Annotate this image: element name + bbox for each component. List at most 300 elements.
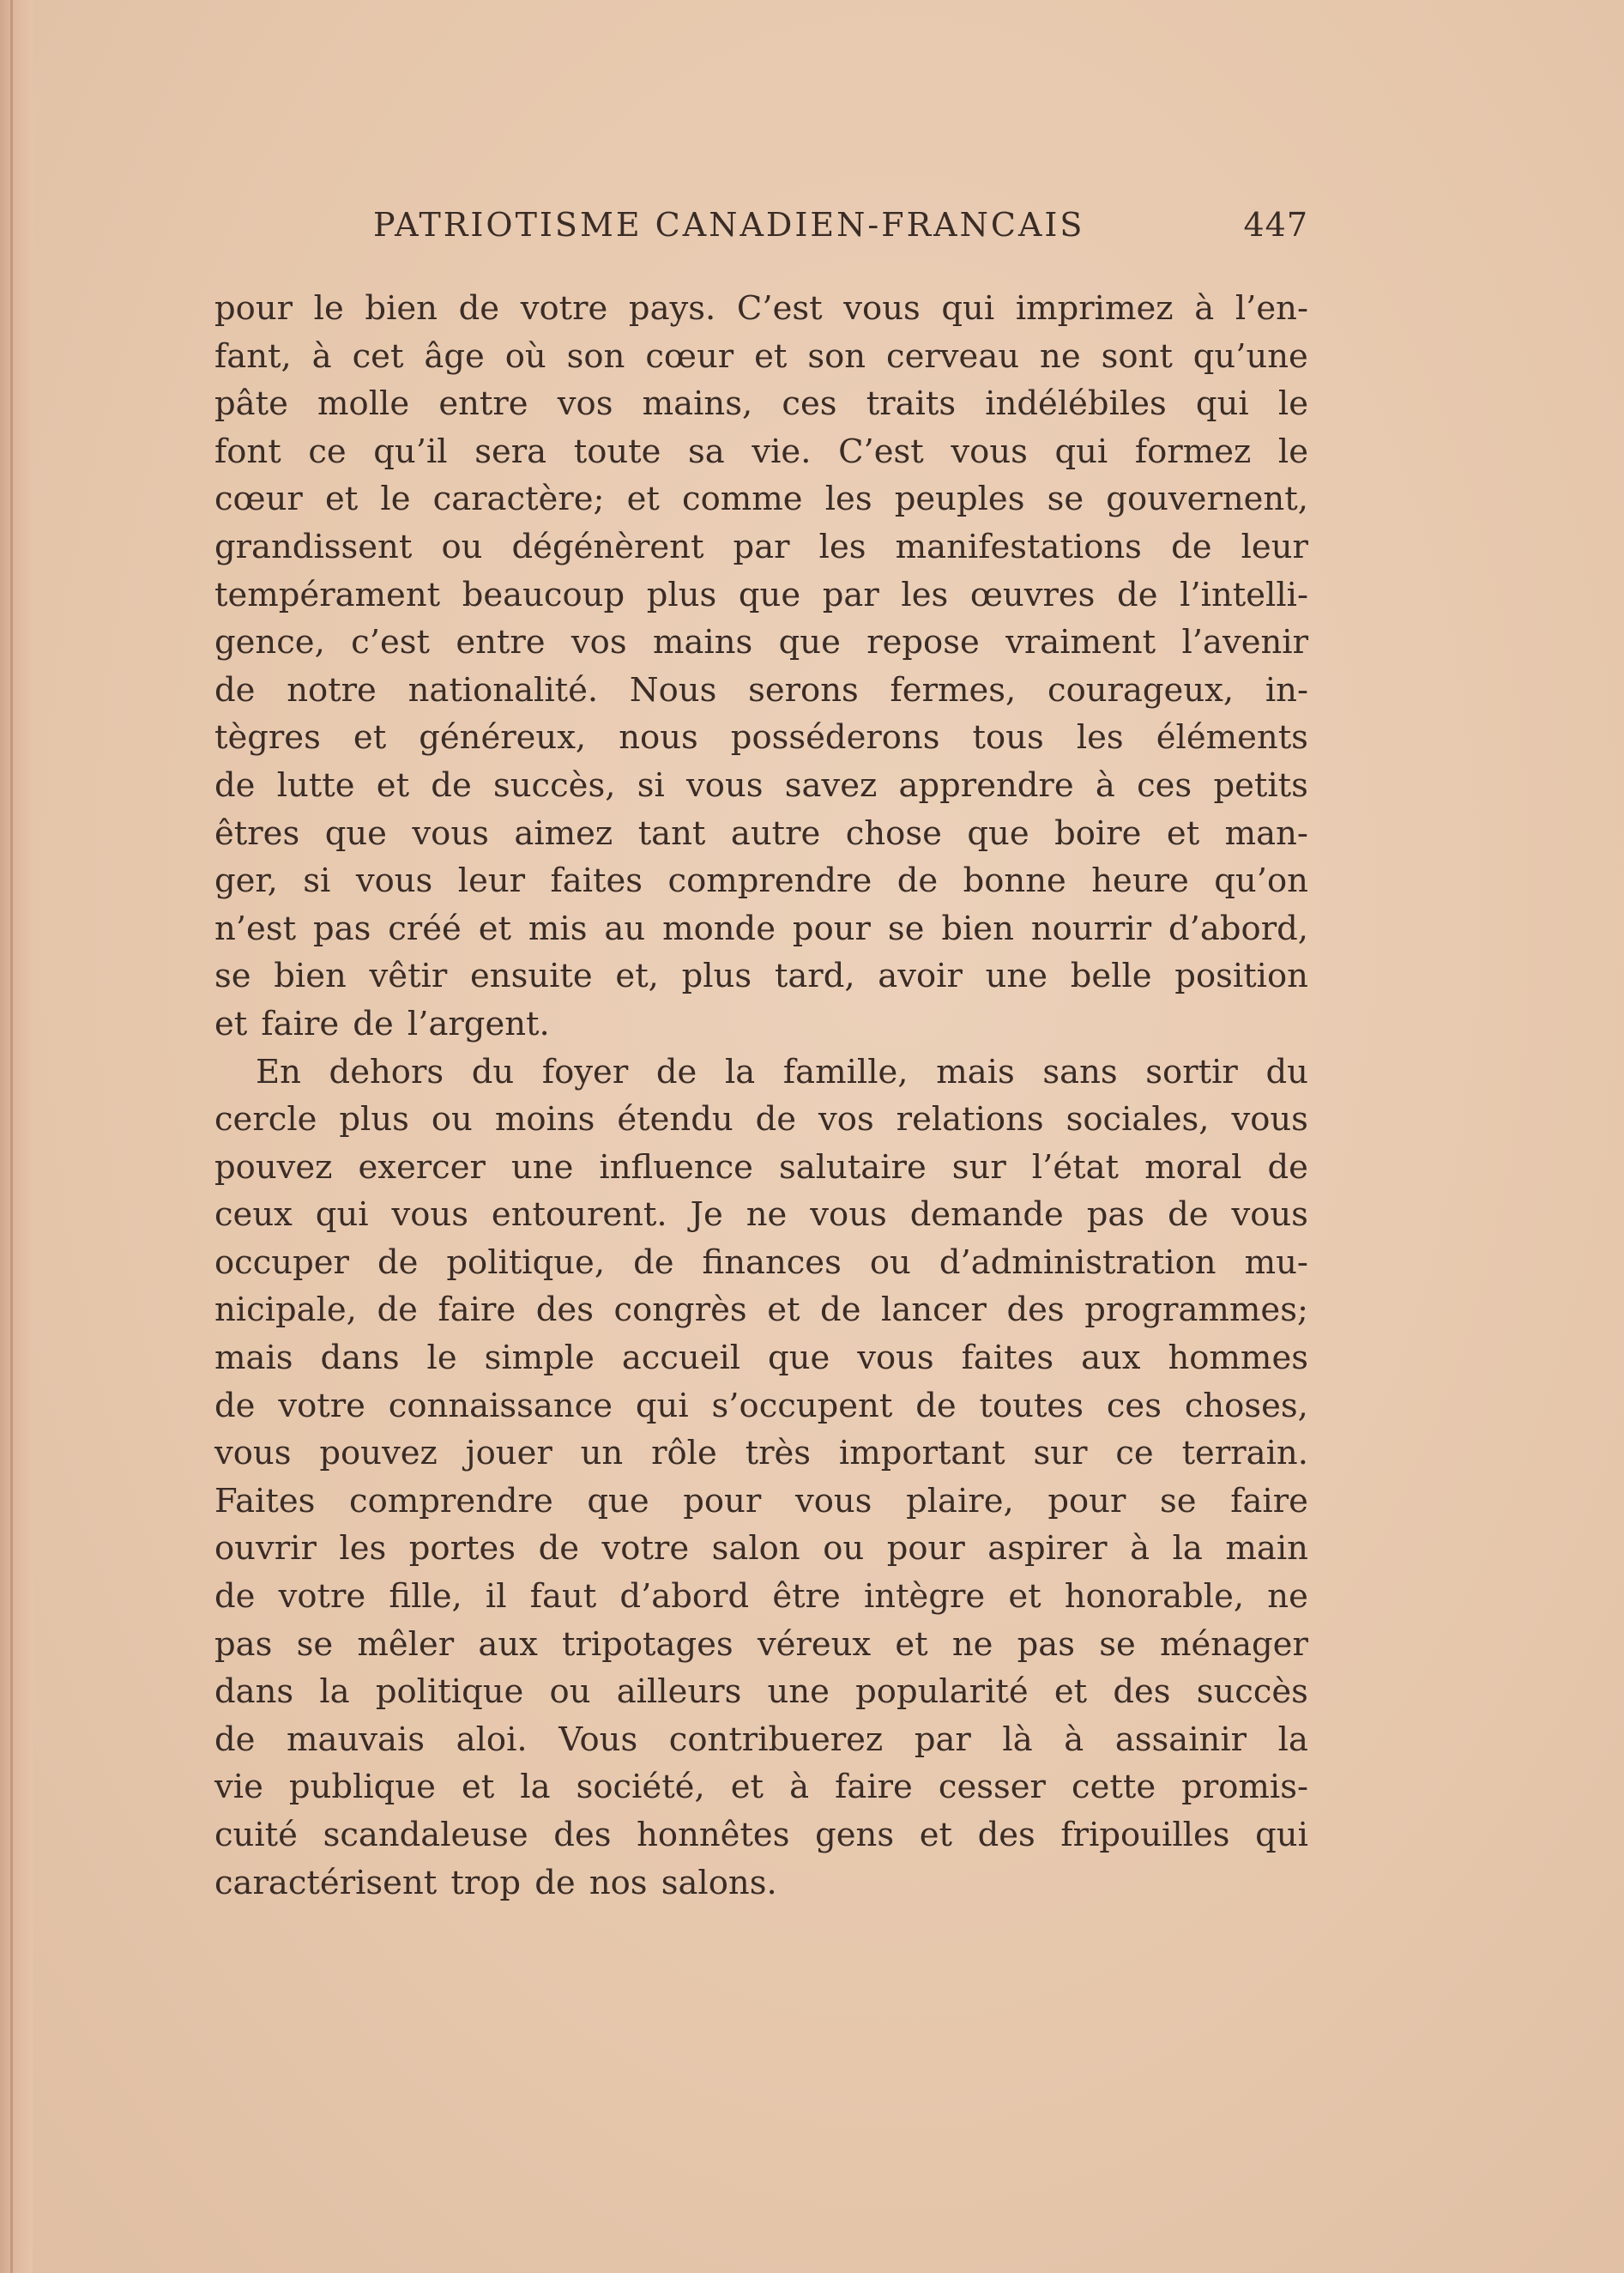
word: vie xyxy=(214,1768,263,1807)
word: et xyxy=(767,1291,800,1330)
word: indélébiles xyxy=(985,384,1167,424)
word: ensuite xyxy=(469,957,593,996)
text-line xyxy=(214,1525,1308,1573)
word: de xyxy=(655,1052,697,1091)
word: et xyxy=(895,1624,928,1664)
word: la xyxy=(1172,1529,1203,1569)
word: créé xyxy=(388,909,462,948)
word: vous xyxy=(391,1195,468,1235)
word: vous xyxy=(1231,1100,1308,1140)
text-line xyxy=(214,1478,1308,1526)
word: nous xyxy=(619,718,698,758)
word: aux xyxy=(1081,1339,1141,1378)
word: le xyxy=(313,289,344,328)
word: faire xyxy=(835,1768,913,1807)
word: tant xyxy=(637,813,706,853)
word: généreux, xyxy=(419,718,587,758)
word: les xyxy=(901,575,949,614)
word: par xyxy=(733,527,790,566)
word: ou xyxy=(869,1242,911,1282)
text-line xyxy=(214,571,1308,620)
word: ou xyxy=(441,527,483,566)
word: la xyxy=(724,1052,756,1091)
text-line xyxy=(214,1144,1308,1192)
word: sortir xyxy=(1145,1052,1238,1091)
word: tègres xyxy=(214,718,321,758)
word: cesser xyxy=(938,1768,1046,1807)
word: ne xyxy=(1040,336,1081,376)
word: foyer xyxy=(541,1052,629,1091)
word: votre xyxy=(278,1386,365,1425)
word: monde xyxy=(662,909,776,948)
word: courageux, xyxy=(1047,670,1235,710)
word: et xyxy=(1053,1672,1088,1712)
word: un xyxy=(580,1434,624,1473)
text-line xyxy=(214,952,1308,1000)
text-line xyxy=(214,1811,1308,1859)
word: pas xyxy=(312,909,371,948)
word: gouvernent, xyxy=(1106,480,1308,519)
word: salons. xyxy=(661,1863,777,1902)
word: se xyxy=(1160,1481,1197,1520)
text-line xyxy=(214,333,1308,381)
word: popularité xyxy=(855,1672,1029,1712)
word: et xyxy=(730,1768,764,1807)
word: le xyxy=(1277,384,1308,424)
word: gence, xyxy=(214,623,325,662)
word: pour xyxy=(683,1481,762,1520)
word: êtres xyxy=(214,813,300,853)
word: jouer xyxy=(465,1434,552,1473)
word: mauvais xyxy=(287,1720,426,1759)
word: sera xyxy=(474,432,547,471)
word: par xyxy=(822,575,879,614)
word: la xyxy=(520,1768,551,1807)
word: ces xyxy=(782,384,837,424)
word: petits xyxy=(1213,765,1308,805)
text-line xyxy=(214,1668,1308,1716)
word: cet xyxy=(352,336,404,376)
word: le xyxy=(380,480,411,519)
word: nourrir xyxy=(1030,909,1152,948)
word: qui xyxy=(635,1386,689,1425)
word: comme xyxy=(682,480,803,519)
word: et xyxy=(324,480,359,519)
word: du xyxy=(1265,1052,1308,1091)
running-title: PATRIOTISME CANADIEN-FRANCAIS xyxy=(373,206,1085,244)
word: aux xyxy=(478,1624,538,1664)
text-line xyxy=(214,810,1308,858)
word: succès, xyxy=(492,765,616,805)
word: imprimez xyxy=(1015,289,1174,328)
word: œuvres xyxy=(969,575,1096,614)
text-line xyxy=(214,1286,1308,1334)
word: beaucoup xyxy=(462,575,625,614)
word: là xyxy=(1002,1720,1033,1759)
word: cercle xyxy=(214,1100,317,1140)
word: la xyxy=(319,1672,350,1712)
word: de xyxy=(1267,1147,1308,1187)
word: pas xyxy=(214,1624,273,1664)
word: ou xyxy=(431,1100,473,1140)
word: comprendre xyxy=(667,861,872,901)
word: véreux xyxy=(757,1624,872,1664)
word: à xyxy=(1064,1720,1084,1759)
word: d’abord xyxy=(619,1577,750,1617)
word: cuité xyxy=(214,1816,298,1854)
word: se xyxy=(214,957,251,996)
word: accueil xyxy=(621,1339,741,1378)
word: de xyxy=(1171,527,1212,566)
word: et xyxy=(214,1004,248,1043)
word: vous xyxy=(951,432,1028,471)
word: âge xyxy=(424,336,485,376)
word: pour xyxy=(214,289,293,328)
word: ne xyxy=(746,1195,788,1235)
word: qu’on xyxy=(1214,861,1308,901)
word: formez xyxy=(1134,432,1252,471)
word: Vous xyxy=(558,1720,638,1759)
word: entre xyxy=(438,384,528,424)
word: si xyxy=(637,765,665,805)
word: où xyxy=(504,336,546,376)
word: fant, xyxy=(214,336,292,376)
word: plus xyxy=(339,1100,409,1140)
word: il xyxy=(485,1577,507,1617)
word: à xyxy=(1194,289,1215,328)
word: faire xyxy=(438,1291,516,1330)
word: de xyxy=(214,1720,256,1759)
word: vous xyxy=(686,765,764,805)
word: heure xyxy=(1091,861,1189,901)
text-line xyxy=(214,1621,1308,1669)
word: honnêtes xyxy=(637,1816,790,1854)
word: de xyxy=(214,765,256,805)
word: cette xyxy=(1072,1768,1156,1807)
word: autre xyxy=(730,813,821,853)
word: de xyxy=(633,1242,674,1282)
word: honorable, xyxy=(1064,1577,1245,1617)
word: qui xyxy=(1054,432,1108,471)
word: vous xyxy=(810,1195,887,1235)
word: lancer xyxy=(881,1291,987,1330)
word: leur xyxy=(457,861,526,901)
word: qui xyxy=(1255,1816,1308,1854)
word: succès xyxy=(1196,1672,1308,1712)
word: Nous xyxy=(629,670,717,710)
word: lutte xyxy=(276,765,355,805)
text-line xyxy=(214,857,1308,905)
text-line xyxy=(214,1763,1308,1811)
word: au xyxy=(604,909,646,948)
word: la xyxy=(1277,1720,1308,1759)
word: congrès xyxy=(613,1291,747,1330)
word: votre xyxy=(601,1529,690,1569)
text-line xyxy=(214,619,1308,667)
page-number: 447 xyxy=(1243,206,1308,244)
text-line xyxy=(214,1382,1308,1430)
word: que xyxy=(778,623,841,662)
word: faites xyxy=(961,1339,1054,1378)
word: intègre xyxy=(863,1577,986,1617)
word: ce xyxy=(308,432,347,471)
word: vos xyxy=(557,384,613,424)
word: de xyxy=(214,1386,256,1425)
word: fille, xyxy=(389,1577,462,1617)
word: demande xyxy=(909,1195,1064,1235)
word: d’administration xyxy=(939,1242,1216,1282)
word: l’état xyxy=(1031,1147,1120,1187)
word: ou xyxy=(549,1672,591,1712)
word: mu- xyxy=(1244,1242,1308,1282)
word: du xyxy=(471,1052,515,1091)
word: et xyxy=(1008,1577,1041,1617)
word: des xyxy=(535,1291,594,1330)
word: main xyxy=(1225,1529,1308,1569)
word: cœur xyxy=(214,480,303,519)
word: influence xyxy=(599,1147,753,1187)
word: vous xyxy=(412,813,489,853)
word: aspirer xyxy=(987,1529,1108,1569)
word: sur xyxy=(951,1147,1006,1187)
word: une xyxy=(767,1672,830,1712)
word: Faites xyxy=(214,1481,316,1520)
word: position xyxy=(1174,957,1308,996)
paragraph xyxy=(214,1049,1308,1907)
word: être xyxy=(772,1577,841,1617)
word: qu’une xyxy=(1192,336,1308,376)
word: éléments xyxy=(1156,718,1308,758)
word: et xyxy=(1166,813,1200,853)
word: les xyxy=(1076,718,1124,758)
word: de xyxy=(214,1577,256,1617)
word: pays. xyxy=(628,289,716,328)
word: et xyxy=(478,909,511,948)
word: hommes xyxy=(1168,1339,1308,1378)
word: exercer xyxy=(358,1147,486,1187)
text-line xyxy=(214,1239,1308,1287)
word: nicipale, xyxy=(214,1291,357,1330)
word: s’occupent xyxy=(711,1386,893,1425)
word: faire xyxy=(1230,1481,1308,1520)
word: politique, xyxy=(446,1242,606,1282)
word: votre xyxy=(278,1577,366,1617)
text-line xyxy=(214,380,1308,428)
word: important xyxy=(838,1434,1005,1473)
word: vous xyxy=(355,861,433,901)
word: entre xyxy=(456,623,546,662)
word: mais xyxy=(936,1052,1015,1091)
word: qui xyxy=(941,289,995,328)
word: leur xyxy=(1241,527,1308,566)
paragraph xyxy=(214,285,1308,1049)
word: que xyxy=(738,575,801,614)
word: notre xyxy=(287,670,377,710)
text-line xyxy=(214,428,1308,476)
word: C’est xyxy=(838,432,924,471)
word: de xyxy=(1168,1195,1209,1235)
text-line xyxy=(214,1573,1308,1621)
word: tempérament xyxy=(214,575,441,614)
word: ce xyxy=(1115,1434,1154,1473)
word: des xyxy=(1006,1291,1065,1330)
word: assainir xyxy=(1114,1720,1247,1759)
word: caractère; xyxy=(432,480,605,519)
word: rôle xyxy=(651,1434,717,1473)
word: les xyxy=(818,527,866,566)
word: aloi. xyxy=(456,1720,528,1759)
word: se xyxy=(1047,480,1084,519)
word: le xyxy=(1277,432,1308,471)
word: qu’il xyxy=(373,432,448,471)
word: très xyxy=(745,1434,812,1473)
word: ger, xyxy=(214,861,278,901)
text-line xyxy=(214,475,1308,523)
word: son xyxy=(566,336,625,376)
word: plus xyxy=(681,957,752,996)
word: cerveau xyxy=(886,336,1020,376)
word: font xyxy=(214,432,281,471)
word: ceux xyxy=(214,1195,293,1235)
word: et xyxy=(353,718,387,758)
word: n’est xyxy=(214,909,297,948)
word: sur xyxy=(1033,1434,1088,1473)
word: ou xyxy=(823,1529,865,1569)
word: belle xyxy=(1070,957,1152,996)
word: grandissent xyxy=(214,527,413,566)
word: vous xyxy=(794,1481,872,1520)
word: apprendre xyxy=(898,765,1074,805)
word: se xyxy=(296,1624,334,1664)
word: dehors xyxy=(329,1052,444,1091)
word: pas xyxy=(1086,1195,1145,1235)
word: des xyxy=(1113,1672,1171,1712)
word: mains xyxy=(652,623,753,662)
word: ailleurs xyxy=(616,1672,742,1712)
word: in- xyxy=(1265,670,1308,710)
text-line xyxy=(214,905,1308,953)
word: ces xyxy=(1137,765,1192,805)
word: cœur xyxy=(645,336,734,376)
word: que xyxy=(587,1481,649,1520)
word: si xyxy=(303,861,331,901)
word: de xyxy=(353,1004,394,1043)
word: de xyxy=(820,1291,861,1330)
text-line xyxy=(214,1049,1308,1097)
word: bonne xyxy=(963,861,1066,901)
word: de xyxy=(897,861,939,901)
word: et xyxy=(754,336,788,376)
word: mains, xyxy=(642,384,753,424)
word: portes xyxy=(408,1529,516,1569)
word: par xyxy=(914,1720,971,1759)
word: de xyxy=(915,1386,957,1425)
word: vêtir xyxy=(369,957,448,996)
text-line xyxy=(214,762,1308,810)
word: sont xyxy=(1101,336,1173,376)
word: à xyxy=(311,336,332,376)
word: vraiment xyxy=(1005,623,1156,662)
word: vous xyxy=(1231,1195,1308,1235)
word: que xyxy=(768,1339,830,1378)
word: publique xyxy=(288,1768,436,1807)
word: son xyxy=(807,336,866,376)
word: pour xyxy=(792,909,871,948)
word: simple xyxy=(484,1339,595,1378)
word: vie. xyxy=(752,432,812,471)
text-line xyxy=(214,1000,1308,1049)
word: sa xyxy=(688,432,725,471)
word: de xyxy=(431,765,472,805)
word: c’est xyxy=(351,623,430,662)
text-line xyxy=(214,1191,1308,1239)
word: ne xyxy=(951,1624,993,1664)
word: se xyxy=(887,909,925,948)
word: et xyxy=(626,480,660,519)
word: le xyxy=(426,1339,457,1378)
word: de xyxy=(214,670,256,710)
word: de xyxy=(458,289,500,328)
word: gens xyxy=(815,1816,895,1854)
word: savez xyxy=(784,765,878,805)
word: de xyxy=(538,1529,579,1569)
word: peuples xyxy=(894,480,1025,519)
word: mais xyxy=(214,1339,293,1378)
word: des xyxy=(977,1816,1035,1854)
word: bien xyxy=(365,289,438,328)
word: contribuerez xyxy=(668,1720,884,1759)
word: l’argent. xyxy=(407,1004,550,1043)
word: à xyxy=(789,1768,810,1807)
word: de xyxy=(377,1291,418,1330)
word: comprendre xyxy=(349,1481,553,1520)
text-line xyxy=(214,1716,1308,1764)
word: moral xyxy=(1144,1147,1242,1187)
word: avoir xyxy=(878,957,963,996)
word: faut xyxy=(529,1577,597,1617)
word: occuper xyxy=(214,1242,349,1282)
word: connaissance xyxy=(388,1386,613,1425)
text-line xyxy=(214,1096,1308,1144)
word: vos xyxy=(818,1100,874,1140)
word: de xyxy=(1117,575,1158,614)
word: et, xyxy=(615,957,659,996)
word: ces xyxy=(1106,1386,1162,1425)
word: plus xyxy=(646,575,717,614)
word: plaire, xyxy=(906,1481,1014,1520)
word: traits xyxy=(866,384,957,424)
word: fermes, xyxy=(890,670,1017,710)
word: salon xyxy=(711,1529,800,1569)
word: mêler xyxy=(357,1624,455,1664)
word: boire xyxy=(1054,813,1142,853)
text-line xyxy=(214,1430,1308,1478)
word: tous xyxy=(972,718,1044,758)
word: l’en- xyxy=(1235,289,1308,328)
word: les xyxy=(339,1529,387,1569)
word: mis xyxy=(528,909,588,948)
page-binding-edge xyxy=(0,0,33,2273)
word: pour xyxy=(886,1529,965,1569)
word: entourent. xyxy=(491,1195,667,1235)
word: l’avenir xyxy=(1181,623,1308,662)
word: faites xyxy=(550,861,643,901)
word: toute xyxy=(573,432,661,471)
text-line xyxy=(214,667,1308,715)
word: fripouilles xyxy=(1060,1816,1230,1854)
word: dans xyxy=(214,1672,294,1712)
word: man- xyxy=(1224,813,1308,853)
